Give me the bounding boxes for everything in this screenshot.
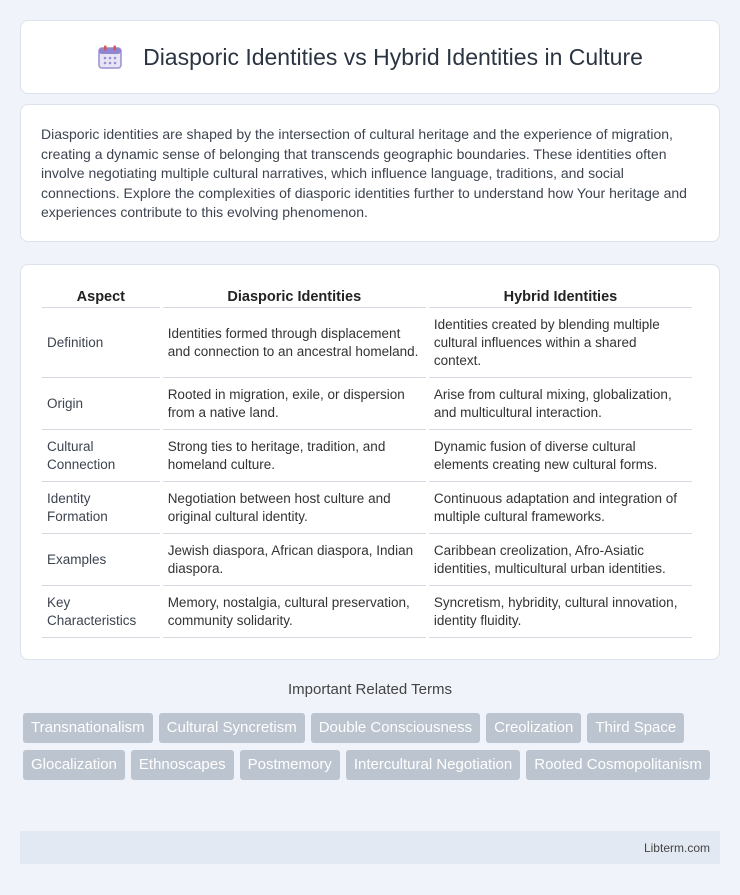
related-term-tag[interactable]: Glocalization: [23, 750, 125, 780]
aspect-cell: Examples: [42, 534, 160, 586]
related-term-tag[interactable]: Ethnoscapes: [131, 750, 234, 780]
diasporic-cell: Memory, nostalgia, cultural preservation, community solidarity.: [163, 586, 426, 638]
aspect-cell: Cultural Connection: [42, 430, 160, 482]
aspect-cell: Origin: [42, 378, 160, 430]
related-term-tag[interactable]: Creolization: [486, 713, 581, 743]
hybrid-cell: Continuous adaptation and integration of multiple cultural frameworks.: [429, 482, 692, 534]
table-row: [42, 482, 692, 534]
header-hybrid: Hybrid Identities: [429, 285, 692, 308]
comparison-table: [39, 285, 695, 638]
page-title: Diasporic Identities vs Hybrid Identities in Culture: [143, 43, 643, 70]
calendar-icon: [97, 44, 123, 70]
table-row: [42, 430, 692, 482]
diasporic-cell: Negotiation between host culture and original cultural identity.: [163, 482, 426, 534]
hybrid-cell: Identities created by blending multiple cultural influences within a shared context.: [429, 308, 692, 378]
aspect-cell: Identity Formation: [42, 482, 160, 534]
table-row: [42, 534, 692, 586]
footer-site-link[interactable]: Libterm.com: [643, 840, 710, 855]
related-term-tag[interactable]: Transnationalism: [23, 713, 153, 743]
table-header-row: [42, 285, 692, 308]
header-diasporic: Diasporic Identities: [163, 285, 426, 308]
diasporic-cell: Identities formed through displacement and connection to an ancestral homeland.: [163, 308, 426, 378]
intro-text: Diasporic identities are shaped by the intersection of cultural heritage and the experience of migration, creating a dynamic sense of belonging that transcends geographic boundaries. These identities often involve negotiating multiple cultural narratives, which influence language, traditions, and social connections. Explore the complexities of diasporic identities further to understand how Your heritage and experiences contribute to this evolving phenomenon.: [41, 126, 687, 220]
related-term-tag[interactable]: Cultural Syncretism: [159, 713, 305, 743]
header-card: [20, 20, 720, 94]
footer: [20, 831, 720, 864]
hybrid-cell: Syncretism, hybridity, cultural innovation, identity fluidity.: [429, 586, 692, 638]
related-term-tag[interactable]: Intercultural Negotiation: [346, 750, 520, 780]
table-row: [42, 378, 692, 430]
aspect-cell: Definition: [42, 308, 160, 378]
table-row: [42, 308, 692, 378]
hybrid-cell: Arise from cultural mixing, globalization, and multicultural interaction.: [429, 378, 692, 430]
related-term-tag[interactable]: Third Space: [587, 713, 684, 743]
diasporic-cell: Jewish diaspora, African diaspora, Indian diaspora.: [163, 534, 426, 586]
table-row: [42, 586, 692, 638]
aspect-cell: Key Characteristics: [42, 586, 160, 638]
comparison-table-card: [20, 264, 720, 660]
related-term-tag[interactable]: Rooted Cosmopolitanism: [526, 750, 710, 780]
related-terms-list: [23, 713, 723, 787]
hybrid-cell: Dynamic fusion of diverse cultural elements creating new cultural forms.: [429, 430, 692, 482]
hybrid-cell: Caribbean creolization, Afro-Asiatic identities, multicultural urban identities.: [429, 534, 692, 586]
header-aspect: Aspect: [42, 285, 160, 308]
intro-card: [20, 104, 720, 242]
related-terms-title: Important Related Terms: [288, 681, 452, 698]
related-term-tag[interactable]: Postmemory: [240, 750, 340, 780]
diasporic-cell: Rooted in migration, exile, or dispersion from a native land.: [163, 378, 426, 430]
diasporic-cell: Strong ties to heritage, tradition, and homeland culture.: [163, 430, 426, 482]
related-term-tag[interactable]: Double Consciousness: [311, 713, 480, 743]
